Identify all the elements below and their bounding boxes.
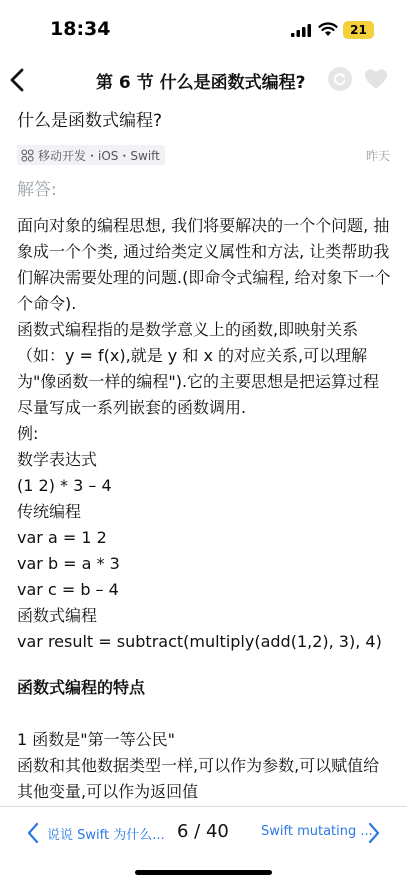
section-heading: 函数式编程的特点: [17, 678, 146, 697]
answer-line: 数学表达式: [17, 450, 98, 469]
answer-body: [17, 213, 392, 805]
next-question-link[interactable]: Swift mutating ...: [261, 824, 373, 839]
tag-pill[interactable]: [17, 145, 165, 165]
battery-icon: [343, 21, 374, 39]
category-icon: [21, 149, 34, 162]
prev-question-link[interactable]: 说说 Swift 为什么...: [47, 828, 165, 843]
signal-icon: [291, 24, 313, 37]
chevron-left-icon[interactable]: [26, 822, 40, 844]
date-text: 昨天: [365, 149, 390, 163]
page-counter: 6 / 40: [177, 821, 229, 842]
answer-paragraph: 函数和其他数据类型一样,可以作为参数,可以赋值给其他变量,可以作为返回值: [17, 756, 380, 801]
back-icon[interactable]: [6, 66, 30, 94]
heart-icon[interactable]: [364, 68, 388, 90]
status-time: 18:34: [50, 18, 111, 40]
answer-line: var a = 1 2: [17, 528, 107, 547]
tag-text: 移动开发・iOS・Swift: [38, 148, 160, 163]
answer-line: var result = subtract(multiply(add(1,2), 3), 4): [17, 632, 382, 651]
meta-row: [17, 145, 392, 165]
page-title: 第 6 节 什么是函数式编程?: [96, 73, 306, 93]
refresh-icon[interactable]: [328, 67, 352, 91]
wifi-icon: [318, 22, 338, 37]
answer-line: 1 函数是"第一等公民": [17, 730, 175, 749]
answer-line: 传统编程: [17, 502, 82, 521]
question-content: [17, 104, 392, 806]
chevron-right-icon[interactable]: [367, 822, 381, 844]
answer-line: 例:: [17, 424, 39, 443]
answer-paragraph: 面向对象的编程思想, 我们将要解决的一个个问题, 抽象成一个个类, 通过给类定义属性和方法, 让类帮助我们解决需要处理的问题.(即命令式编程, 给对象下一个个命令).: [17, 216, 391, 313]
answer-line: var c = b – 4: [17, 580, 119, 599]
header: [0, 60, 407, 100]
answer-line: (1 2) * 3 – 4: [17, 476, 112, 495]
home-indicator: [135, 870, 272, 875]
section-spacer: [17, 701, 392, 727]
answer-paragraph: 函数式编程指的是数学意义上的函数,即映射关系（如：y = f(x),就是 y 和 x 的对应关系,可以理解为"像函数一样的编程").它的主要思想是把运算过程尽量写成一系列嵌套的函数调用.: [17, 320, 380, 417]
answer-label: 解答:: [17, 180, 57, 200]
answer-line: var b = a * 3: [17, 554, 120, 573]
bottom-nav: [0, 806, 407, 860]
status-bar: [0, 0, 407, 60]
battery-level: 21: [350, 23, 367, 37]
question-title: 什么是函数式编程?: [17, 111, 163, 131]
answer-line: 函数式编程: [17, 606, 98, 625]
